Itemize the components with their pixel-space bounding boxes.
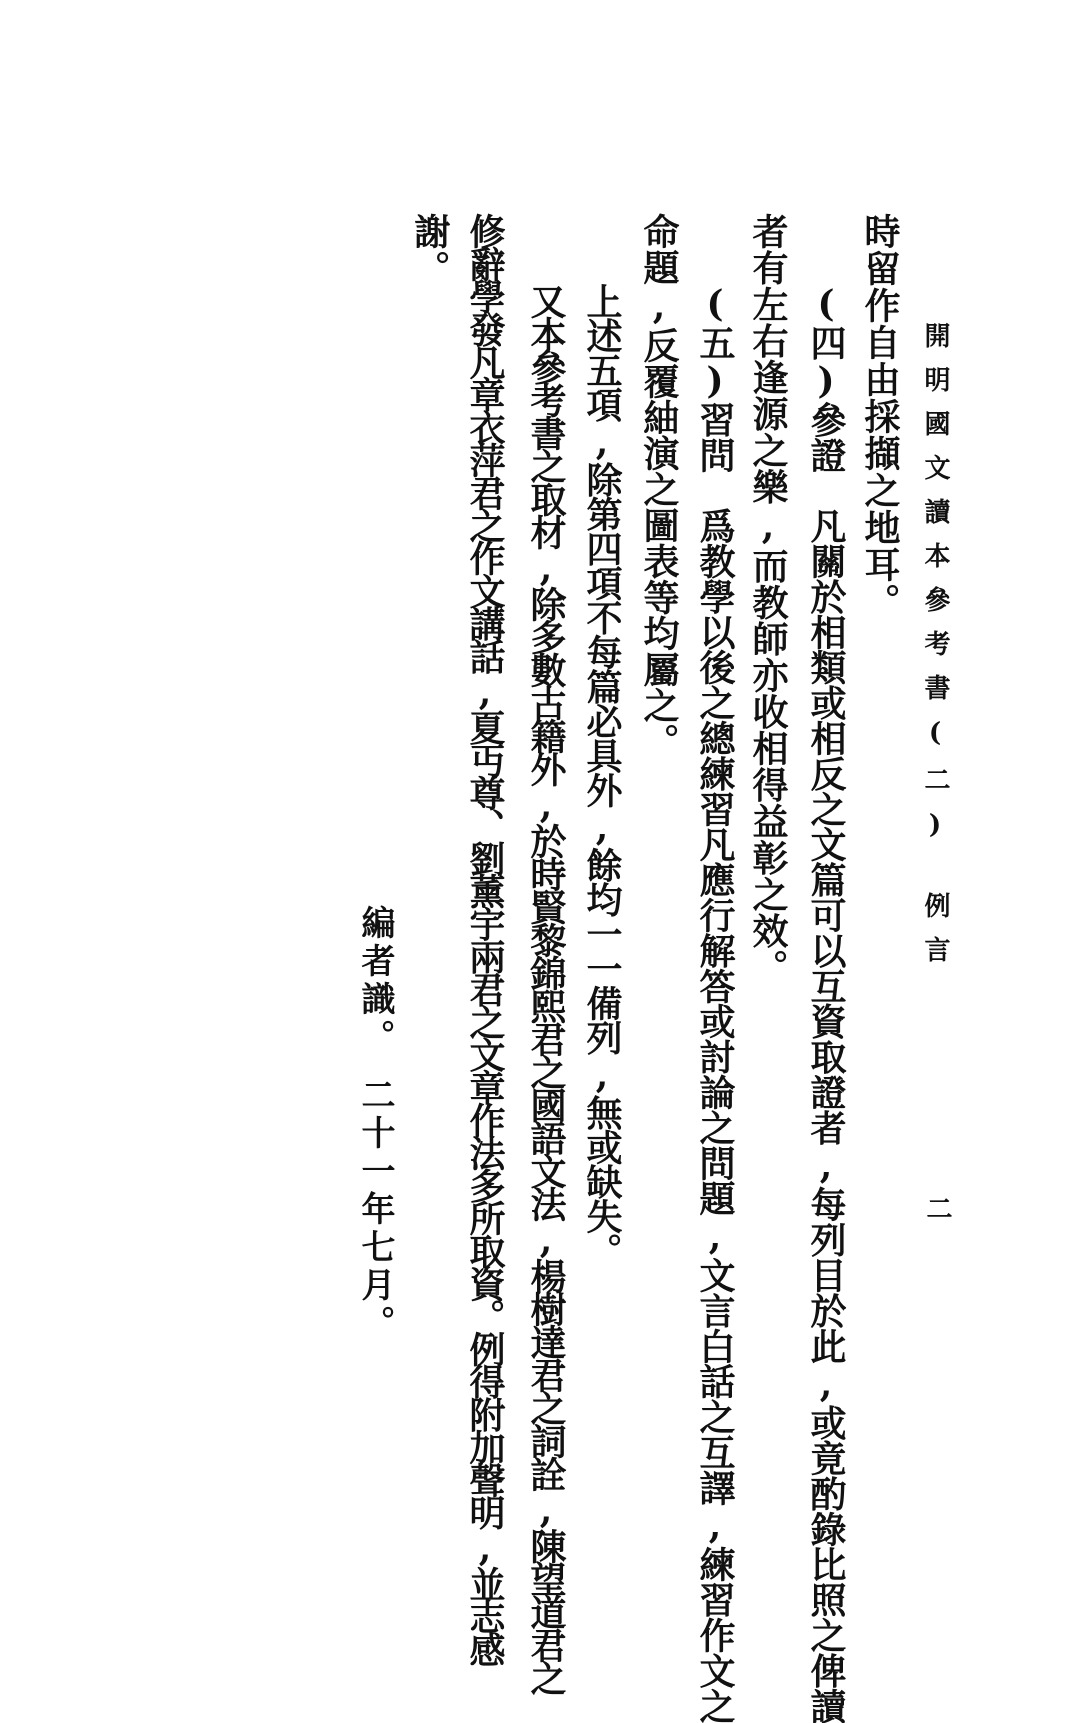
text-line: 修辭學發凡章衣萍君之作文講話,夏丏尊、劉薰宇兩君之文章作法多所取資。例得附加聲明,並志感 <box>464 213 506 1664</box>
text-line: 者有左右逢源之樂,而教師亦收相得益彰之效。 <box>747 213 789 986</box>
text-line: 命題,反覆紬演之圖表等均屬之。 <box>638 213 680 759</box>
text-line: 又本參考書之取材,除多數古籍外,於時賢黎錦熙君之國語文法,楊樹達君之詞詮,陳望道君之 <box>525 283 567 1693</box>
page-number: 二 <box>922 1195 952 1221</box>
signature <box>355 905 395 1343</box>
date: 二十一年七月。 <box>355 1077 395 1343</box>
section-title: 例言 <box>920 892 950 980</box>
text-line: 上述五項,除第四項不每篇必具外,餘均一一備列,無或缺失。 <box>581 283 623 1267</box>
text-line: (五)習問 爲教學以後之總練習凡應行解答或討論之問題,文言白話之互譯,練習作文之 <box>694 283 736 1723</box>
text-line: 時留作自由採擷之地耳。 <box>859 213 901 620</box>
book-title: 開明國文讀本參考書(二) <box>920 322 950 858</box>
text-line: 謝。 <box>409 213 451 287</box>
author-signature: 編者識。 <box>355 905 395 1057</box>
text-line: (四)參證 凡關於相類或相反之文篇可以互資取證者,每列目於此,或竟酌錄比照之俾讀 <box>805 283 847 1723</box>
running-header <box>922 322 948 980</box>
